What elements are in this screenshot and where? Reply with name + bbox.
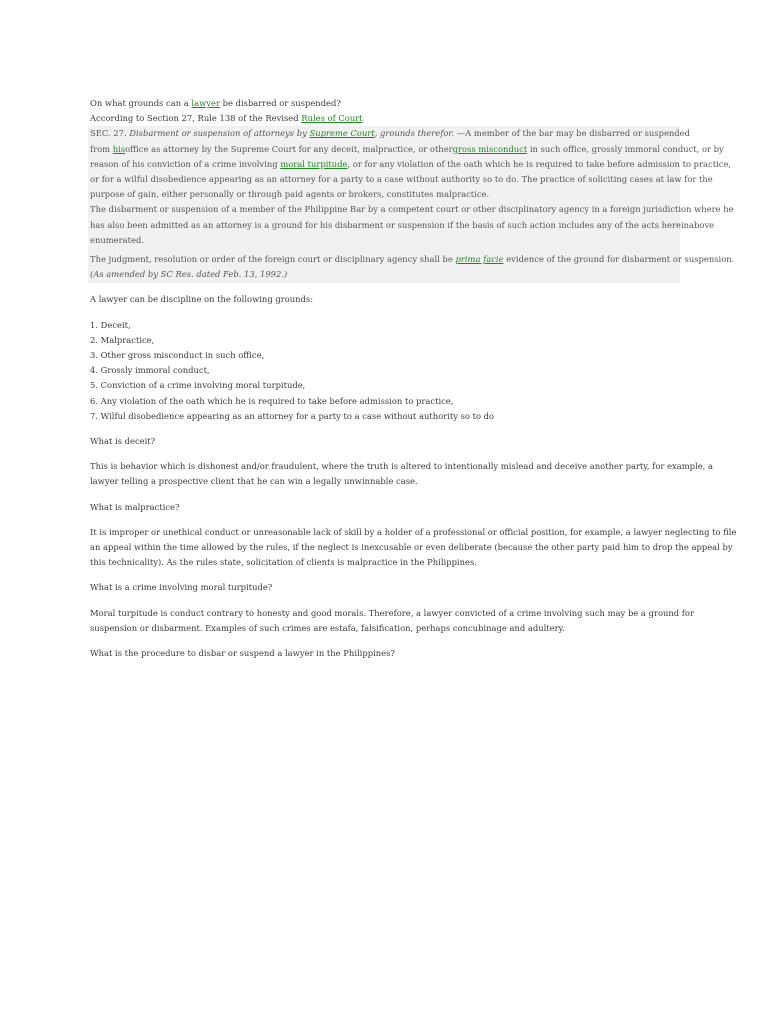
deceit-answer-line1: This is behavior which is dishonest and/or fraudulent, where the truth is altered to intentionally mislead and deceive another party, for example, a xyxy=(90,461,713,472)
intro-question: On what grounds can a lawyer be disbarred or suspended? xyxy=(90,98,341,108)
rules-of-court-link[interactable]: Rules of Court xyxy=(301,113,363,124)
quote-p1-line2: from hisoffice as attorney by the Supreme Court for any deceit, malpractice, or othergross misconduct in such office, grossly immoral conduct, or by xyxy=(90,143,724,154)
intro-according: According to Section 27, Rule 138 of the Revised Rules of Court xyxy=(90,113,363,124)
deceit-answer-line2: lawyer telling a prospective client that he can win a legally unwinnable case. xyxy=(90,476,418,487)
list-item: 3. Other gross misconduct in such office, xyxy=(90,350,265,361)
procedure-question: What is the procedure to disbar or suspend a lawyer in the Philippines? xyxy=(90,648,395,659)
turpitude-answer-line1: Moral turpitude is conduct contrary to honesty and good morals. Therefore, a lawyer convicted of a crime involving such may be a ground for xyxy=(90,607,694,618)
deceit-question: What is deceit? xyxy=(90,436,156,447)
quote-p1-line1: SEC. 27. Disbarment or suspension of attorneys by Supreme Court, grounds therefor. —A member of the bar may be disbarred or suspended xyxy=(90,128,690,139)
quote-p1-line5: purpose of gain, either personally or through paid agents or brokers, constitutes malpractice. xyxy=(90,189,490,200)
malpractice-answer-line1: It is improper or unethical conduct or unreasonable lack of skill by a holder of a professional or official position, for example, a lawyer neglecting to file xyxy=(90,526,737,537)
moral-turpitude-link[interactable]: moral turpitude xyxy=(280,158,348,169)
quote-p2-line3: enumerated. xyxy=(90,234,144,245)
list-item: 5. Conviction of a crime involving moral turpitude, xyxy=(90,380,306,391)
turpitude-question: What is a crime involving moral turpitude? xyxy=(90,582,273,593)
prima-facie-link[interactable]: prima facie xyxy=(455,254,504,265)
list-item: 1. Deceit, xyxy=(90,319,131,330)
malpractice-answer-line2: an appeal within the time allowed by the rules, if the neglect is inexcusable or even deliberate (because the other party paid him to drop the appeal by xyxy=(90,542,733,553)
quoted-section-27 xyxy=(88,126,735,283)
his-link[interactable]: his xyxy=(112,143,126,154)
grounds-list xyxy=(90,318,678,424)
quote-p1-line3: reason of his conviction of a crime involving moral turpitude, or for any violation of the oath which he is required to take before admission to practice, xyxy=(90,158,732,169)
gross-misconduct-link[interactable]: gross misconduct xyxy=(452,143,528,154)
quote-p2-line2: has also been admitted as an attorney is a ground for his disbarment or suspension if the basis of such action includes any of the acts hereinabove xyxy=(90,219,715,230)
quote-amended-note: (As amended by SC Res. dated Feb. 13, 1992.) xyxy=(90,269,288,280)
list-item: 6. Any violation of the oath which he is required to take before admission to practice, xyxy=(90,395,454,406)
quote-p3-line1: The judgment, resolution or order of the foreign court or disciplinary agency shall be prima facie evidence of the ground for disbarment or suspension. xyxy=(90,254,735,265)
list-item: 2. Malpractice, xyxy=(90,334,155,345)
list-item: 4. Grossly immoral conduct, xyxy=(90,365,210,376)
grounds-intro: A lawyer can be discipline on the following grounds: xyxy=(90,294,314,305)
quote-p2-line1: The disbarment or suspension of a member of the Philippine Bar by a competent court or other disciplinatory agency in a foreign jurisdiction where he xyxy=(90,204,734,215)
quote-p1-line4: or for a wilful disobedience appearing as an attorney for a party to a case without authority so to do. The practice of soliciting cases at law for the xyxy=(90,174,713,185)
list-item: 7. Wilful disobedience appearing as an attorney for a party to a case without authority so to do xyxy=(90,410,495,421)
turpitude-answer-line2: suspension or disbarment. Examples of such crimes are estafa, falsification, perhaps concubinage and adultery. xyxy=(90,622,565,633)
document-page xyxy=(90,96,737,661)
lawyer-link[interactable]: lawyer xyxy=(191,98,220,108)
supreme-court-link[interactable]: Supreme Court xyxy=(309,128,375,139)
malpractice-answer-line3: this technicality). As the rules state, solicitation of clients is malpractice in the Philippines. xyxy=(90,557,477,568)
malpractice-question: What is malpractice? xyxy=(90,501,180,512)
